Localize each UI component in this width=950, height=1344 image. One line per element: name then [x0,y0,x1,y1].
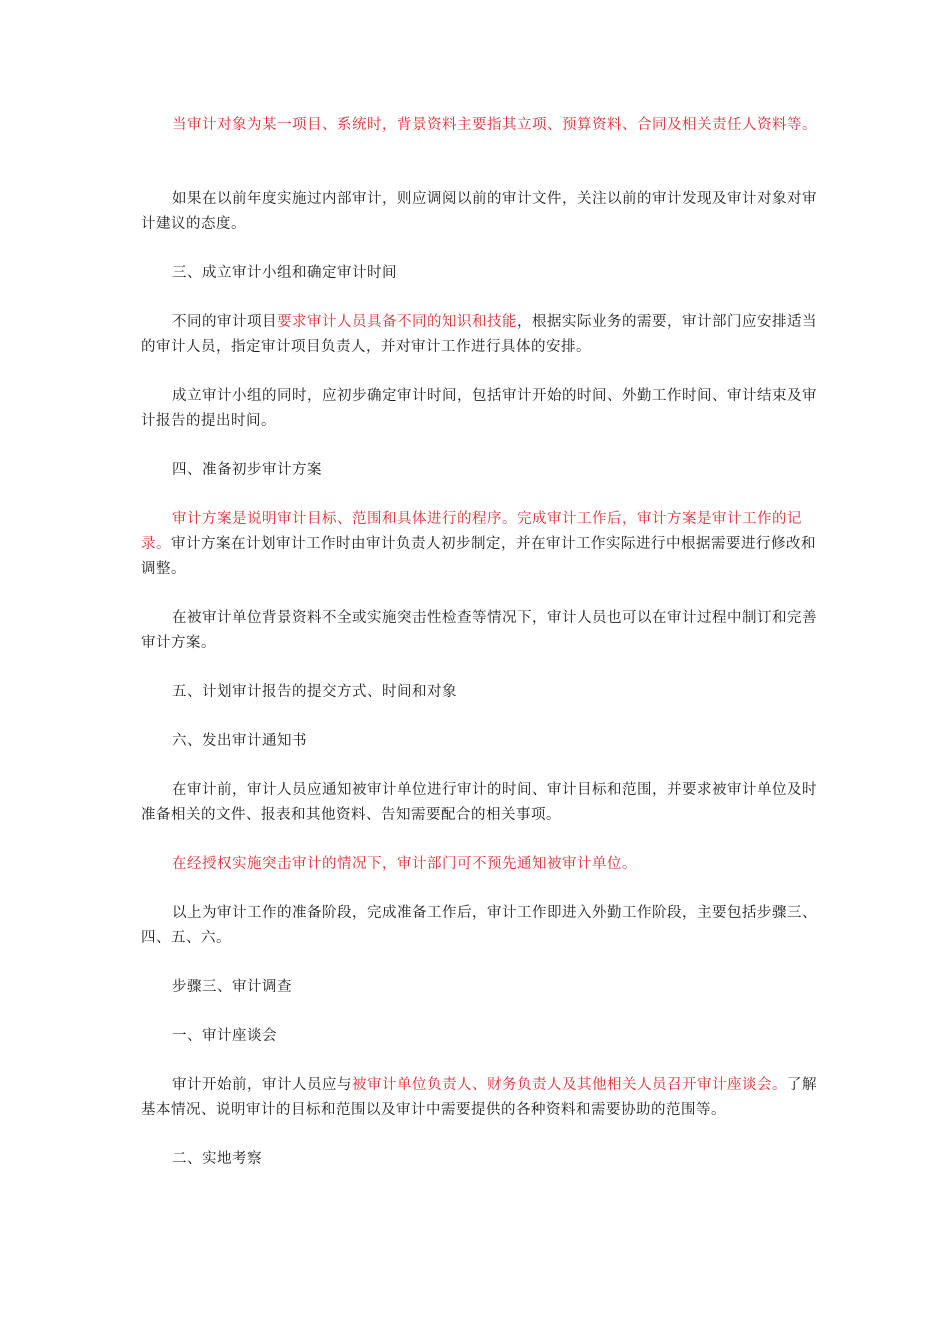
body-text: 在审计前，审计人员应通知被审计单位进行审计的时间、审计目标和范围，并要求被审计单位及时准备相关的文件、报表和其他资料、告知需要配合的相关事项。 [141,782,817,823]
paragraph-background-materials [141,113,823,138]
section-heading: 六、发出审计通知书 [172,733,307,749]
paragraph-audit-plan-definition [141,507,823,582]
section-heading: 二、实地考察 [172,1151,262,1167]
paragraph-preparation-summary [141,901,823,951]
body-text: 成立审计小组的同时，应初步确定审计时间，包括审计开始的时间、外勤工作时间、审计结束及审计报告的提出时间。 [141,388,817,429]
heading-audit-investigation [141,975,823,1000]
heading-site-inspection [141,1147,823,1172]
body-text: 在被审计单位背景资料不全或实施突击性检查等情况下，审计人员也可以在审计过程中制订和完善审计方案。 [141,610,817,651]
section-heading: 三、成立审计小组和确定审计时间 [172,265,397,281]
paragraph-audit-notice [141,778,823,828]
highlighted-text: 被审计单位负责人、财务负责人及其他相关人员召开审计座谈会。 [352,1077,787,1093]
body-text: 如果在以前年度实施过内部审计，则应调阅以前的审计文件，关注以前的审计发现及审计对象对审计建议的态度。 [141,191,817,232]
paragraph-audit-meeting [141,1073,823,1123]
heading-audit-notice [141,729,823,754]
heading-report-plan [141,680,823,705]
heading-form-audit-team [141,261,823,286]
section-heading: 步骤三、审计调查 [172,979,292,995]
body-text: 审计方案在计划审计工作时由审计负责人初步制定，并在审计工作实际进行中根据需要进行修改和调整。 [141,536,816,577]
section-heading: 四、准备初步审计方案 [172,462,322,478]
paragraph-surprise-audit [141,852,823,877]
body-text: 了解基本情况、说明审计的目标和范围以及审计中需要提供的各种资料和需要协助的范围等。 [141,1077,817,1118]
heading-audit-meeting [141,1024,823,1049]
highlighted-text: 当审计对象为某一项目、系统时，背景资料主要指其立项、预算资料、合同及相关责任人资料等。 [172,117,817,133]
body-text: ，根据实际业务的需要，审计部门应安排适当的审计人员，指定审计项目负责人，并对审计工作进行具体的安排。 [141,314,817,355]
paragraph-audit-time [141,384,823,434]
body-text: 以上为审计工作的准备阶段，完成准备工作后，审计工作即进入外勤工作阶段，主要包括步骤三、四、五、六。 [141,905,817,946]
highlighted-text: 审计方案是说明审计目标、范围和具体进行的程序。完成审计工作后，审计方案是审计工作的记录。 [141,511,802,552]
heading-audit-plan [141,458,823,483]
section-heading: 一、审计座谈会 [172,1028,277,1044]
paragraph-prior-audit [141,187,823,237]
body-text: 审计开始前，审计人员应与 [172,1077,352,1093]
section-heading: 五、计划审计报告的提交方式、时间和对象 [172,684,457,700]
paragraph-audit-plan-revision [141,606,823,656]
highlighted-text: 要求审计人员具备不同的知识和技能 [277,314,517,330]
body-text: 不同的审计项目 [172,314,277,330]
paragraph-audit-staff [141,310,823,360]
highlighted-text: 在经授权实施突击审计的情况下，审计部门可不预先通知被审计单位。 [172,856,637,872]
